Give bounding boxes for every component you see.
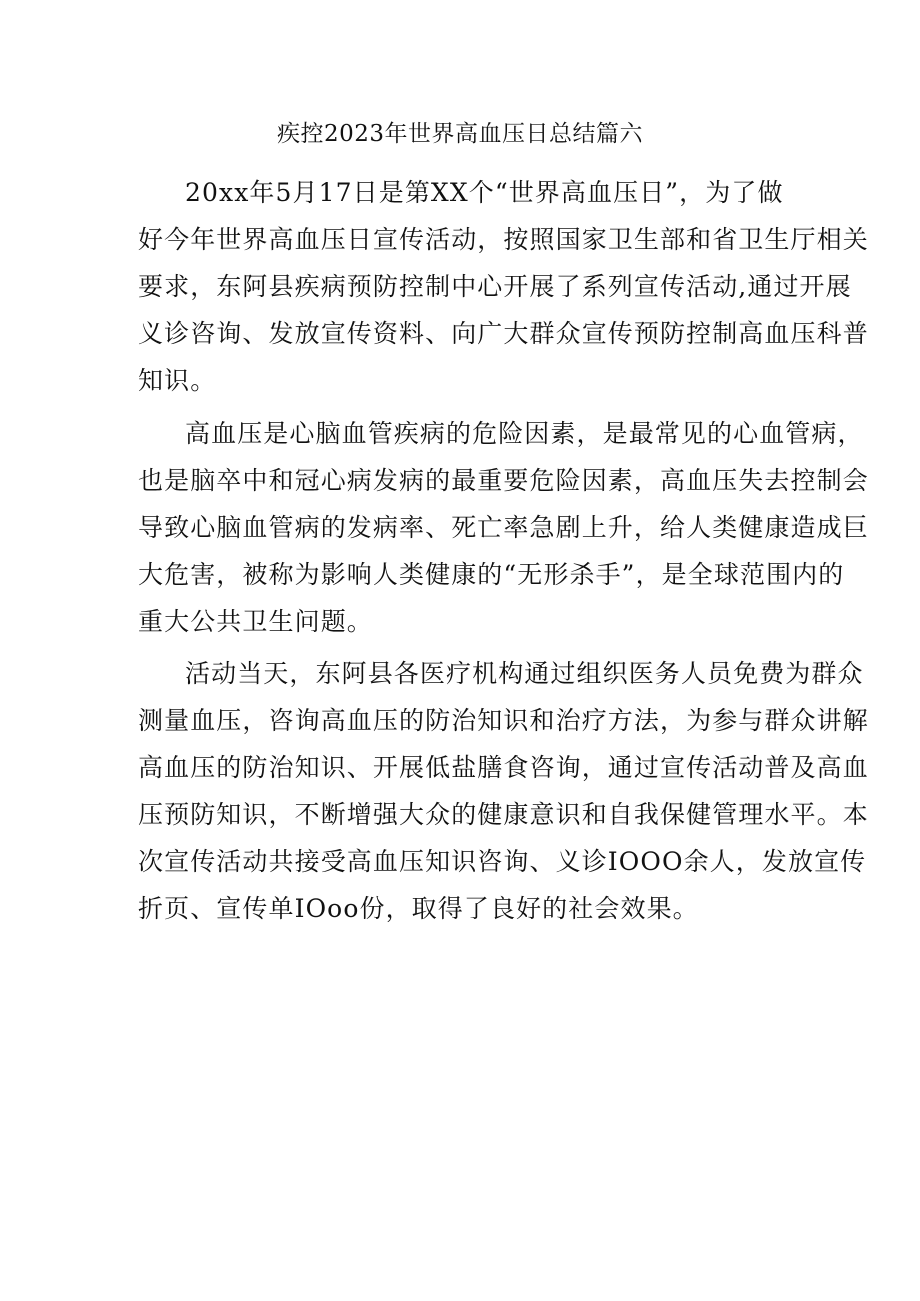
- paragraph-3-line-4: 压预防知识，不断增强大众的健康意识和自我保健管理水平。本: [138, 800, 869, 829]
- paragraph-2-line-3: 导致心脑血管病的发病率、死亡率急剧上升，给人类健康造成巨: [138, 513, 869, 542]
- paragraph-1-line-5: 知识。: [138, 366, 217, 395]
- paragraph-3-line-5: 次宣传活动共接受高血压知识咨询、义诊IOOO余人，发放宣传: [138, 847, 867, 876]
- paragraph-2-line-1: 高血压是心脑血管疾病的危险因素，是最常见的心血管病，: [185, 419, 864, 448]
- paragraph-1-line-4: 义诊咨询、发放宣传资料、向广大群众宣传预防控制高血压科普: [138, 319, 869, 348]
- paragraph-1-line-1: 20xx年5月17日是第XX个“世界高血压日”，为了做: [185, 178, 784, 207]
- document-title: 疾控2023年世界高血压日总结篇六: [276, 121, 644, 147]
- paragraph-2-line-4: 大危害，被称为影响人类健康的“无形杀手”，是全球范围内的: [138, 560, 845, 589]
- paragraph-3-line-6: 折页、宣传单IOoo份，取得了良好的社会效果。: [138, 894, 699, 923]
- paragraph-1-line-3: 要求，东阿县疾病预防控制中心开展了系列宣传活动,通过开展: [138, 272, 852, 301]
- paragraph-2-line-5: 重大公共卫生问题。: [138, 607, 373, 636]
- paragraph-3-line-1: 活动当天，东阿县各医疗机构通过组织医务人员免费为群众: [185, 659, 864, 688]
- paragraph-3-line-2: 测量血压，咨询高血压的防治知识和治疗方法，为参与群众讲解: [138, 706, 869, 735]
- paragraph-2-line-2: 也是脑卒中和冠心病发病的最重要危险因素，高血压失去控制会: [138, 466, 869, 495]
- paragraph-1-line-2: 好今年世界高血压日宣传活动，按照国家卫生部和省卫生厅相关: [138, 225, 869, 254]
- paragraph-3-line-3: 高血压的防治知识、开展低盐膳食咨询，通过宣传活动普及高血: [138, 753, 869, 782]
